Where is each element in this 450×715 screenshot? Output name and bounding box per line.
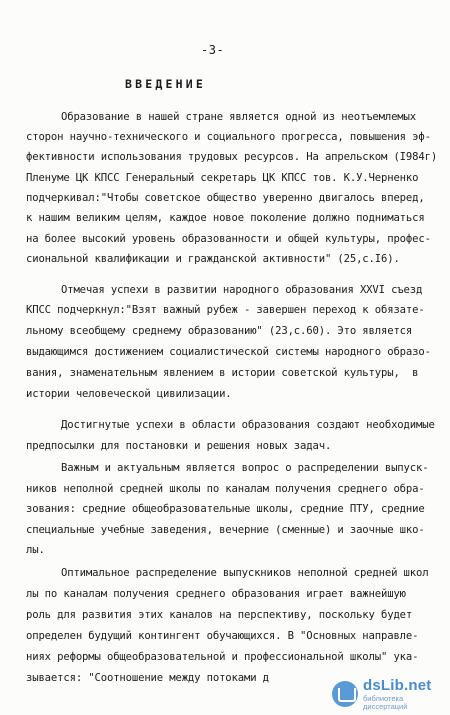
watermark	[332, 679, 444, 709]
text-line: ников неполной средней школы по каналам получения среднего обра-	[26, 483, 425, 495]
watermark-site: dsLib.net	[363, 677, 432, 694]
text-line: выдающимся достижением социалистической системы народного образо-	[26, 346, 431, 358]
text-line: Достигнутые успехи в области образования создают необходимые	[61, 419, 435, 431]
text-line: лы.	[26, 544, 45, 556]
text-line: роль для развития этих каналов на перспективу, поскольку будет	[26, 609, 413, 621]
text-line: Отмечая успехи в развитии народного образования XXVI съезд	[61, 284, 423, 296]
text-line: подчеркивал:"Чтобы советское общество уверенно двигалось вперед,	[26, 192, 425, 204]
text-line: Важным и актуальным является вопрос о распределении выпуск-	[61, 462, 429, 474]
text-line: лы по каналам получения среднего образования играет важнейшую	[26, 588, 406, 600]
text-line: сторон научно-технического и социального прогресса, повышения эф-	[26, 131, 431, 143]
text-line: к нашим великим целям, каждое новое поколение должно подниматься	[26, 212, 425, 224]
watermark-subtitle: библиотека диссертаций	[363, 694, 408, 711]
text-line: на более высокий уровень образованности и общей культуры, профес-	[26, 233, 431, 245]
text-line: специальные учебные заведения, вечерние (сменные) и заочные шко-	[26, 524, 425, 536]
text-line: КПСС подчеркнул:"Взят важный рубеж - завершен переход к обязате-	[26, 304, 425, 316]
section-heading: ВВЕДЕНИЕ	[125, 77, 206, 91]
text-line: ниях реформы общеобразовательной и профессиональной школы" ука-	[26, 651, 419, 663]
text-line: сиональной квалификации и гражданской активности" (25,с.I6).	[26, 253, 400, 265]
text-line: зывается: "Соотношение между потоками д	[26, 672, 269, 684]
page-number: -3-	[201, 43, 225, 57]
text-line: определен будущий контингент обучающихся. В "Основных направле-	[26, 630, 419, 642]
text-line: вания, знаменательным явлением в истории советской культуры, в	[26, 367, 419, 379]
text-line: предпосылки для постановки и решения новых задач.	[26, 440, 332, 452]
text-line: Образование в нашей стране является одной из неотъемлемых	[61, 111, 416, 123]
text-line: истории человеческой цивилизации.	[26, 388, 232, 400]
text-line: фективности использования трудовых ресурсов. На апрельском (I984г)	[26, 151, 438, 163]
text-line: льному всеобщему среднему образованию" (23,с.60). Это является	[26, 325, 413, 337]
book-icon	[332, 681, 358, 707]
text-line: Пленуме ЦК КПСС Генеральный секретарь ЦК КПСС тов. К.У.Черненко	[26, 172, 419, 184]
text-line: зования: средние общеобразовательные школы, средние ПТУ, средние	[26, 503, 425, 515]
text-line: Оптимальное распределение выпускников неполной средней школ	[61, 567, 429, 579]
